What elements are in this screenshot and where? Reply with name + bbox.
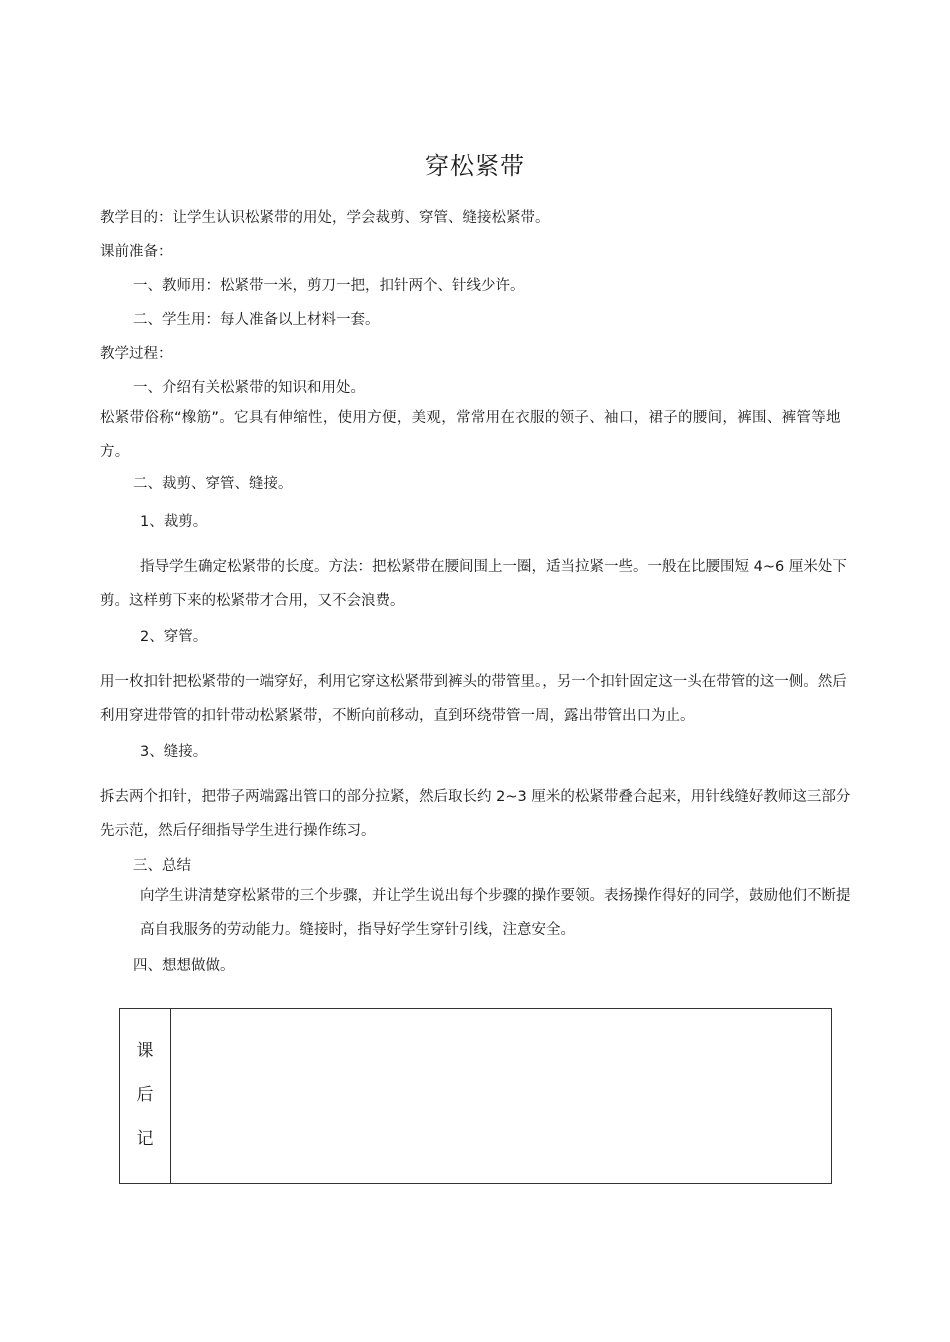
section-3-heading: 三、总结	[133, 858, 191, 874]
section-4-heading: 四、想想做做。	[133, 958, 235, 974]
section-1-body: 松紧带俗称“橡筋”。它具有伸缩性，使用方便，美观，常常用在衣服的领子、袖口，裙子的腰间，裤围、裤管等地方。	[100, 410, 841, 460]
section-1-heading: 一、介绍有关松紧带的知识和用处。	[133, 380, 365, 396]
step-2-heading: 2、穿管。	[140, 629, 208, 645]
notes-content-area	[171, 1009, 831, 1183]
step-3-heading: 3、缝接。	[140, 744, 208, 760]
document-title: 穿松紧带	[425, 152, 525, 180]
section-3-body: 向学生讲清楚穿松紧带的三个步骤，并让学生说出每个步骤的操作要领。表扬操作得好的同学，鼓励他们不断提高自我服务的劳动能力。缝接时，指导好学生穿针引线，注意安全。	[140, 888, 851, 938]
after-class-notes-table	[119, 1008, 832, 1184]
step-3-body: 拆去两个扣针，把带子两端露出管口的部分拉紧，然后取长约 2~3 厘米的松紧带叠合起来，用针线缝好教师这三部分先示范，然后仔细指导学生进行操作练习。	[100, 789, 851, 839]
notes-label-char: 课	[136, 1041, 154, 1061]
notes-label-char: 后	[136, 1085, 154, 1105]
step-2-body: 用一枚扣针把松紧带的一端穿好，利用它穿这松紧带到裤头的带管里。，另一个扣针固定这一头在带管的这一侧。然后利用穿进带管的扣针带动松紧紧带，不断向前移动，直到环绕带管一周，露出带管出口为止。	[100, 674, 847, 724]
step-1-heading: 1、裁剪。	[140, 514, 208, 530]
step-1-body: 指导学生确定松紧带的长度。方法：把松紧带在腰间围上一圈，适当拉紧一些。一般在比腰围短 4~6 厘米处下剪。这样剪下来的松紧带才合用，又不会浪费。	[100, 559, 847, 609]
notes-label-char: 记	[136, 1129, 154, 1149]
notes-label	[120, 1029, 170, 1161]
process-heading: 教学过程：	[100, 346, 173, 362]
prep-heading: 课前准备：	[100, 244, 173, 260]
teaching-objective: 教学目的：让学生认识松紧带的用处，学会裁剪、穿管、缝接松紧带。	[100, 210, 550, 226]
section-2-heading: 二、裁剪、穿管、缝接。	[133, 476, 293, 492]
prep-student-item: 二、学生用：每人准备以上材料一套。	[133, 312, 380, 328]
prep-teacher-item: 一、教师用：松紧带一米，剪刀一把，扣针两个、针线少许。	[133, 278, 525, 294]
